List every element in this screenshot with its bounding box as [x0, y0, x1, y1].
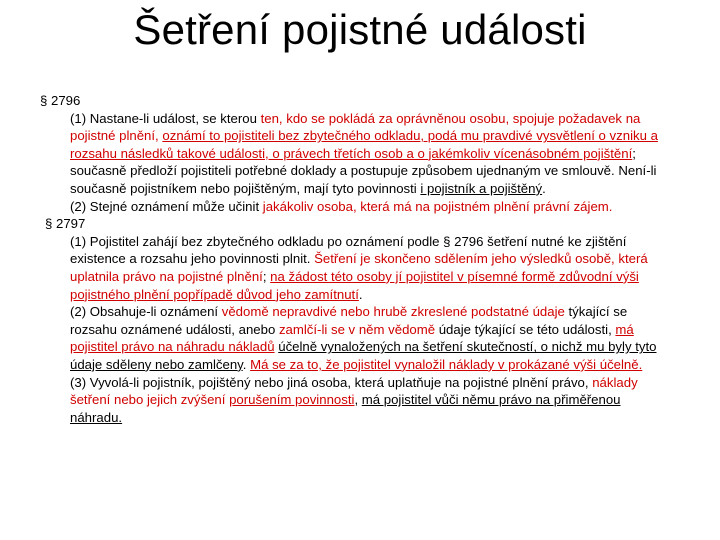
text-run: (2) Stejné oznámení může učinit — [70, 198, 263, 214]
highlighted-underlined-text: Má se za to, že pojistitel vynaložil náklady v prokázané výši účelně. — [250, 356, 643, 372]
section-heading-2796: § 2796 — [40, 93, 81, 108]
highlighted-text: Šetření je skončeno sdělením jeho výsledků osobě, která uplatnila právo na pojistné plnění — [70, 251, 648, 284]
text-run: . — [242, 356, 251, 372]
text-run: (1) Pojistitel zahájí bez zbytečného odkladu po oznámení podle § 2796 šetření nutné ke zjištění existence a rozsahu jeho povinnosti plnit. — [70, 233, 627, 267]
text-run: údaje týkající se této události, — [435, 321, 616, 337]
underlined-text: i pojistník a pojištěný — [420, 180, 543, 196]
text-run: (1) Nastane-li událost, se kterou — [70, 110, 261, 126]
text-run: ; — [262, 268, 271, 284]
section-heading-2797: § 2797 — [45, 216, 86, 232]
highlighted-underlined-text: na žádost této osoby jí pojistitel v písemné formě zdůvodní výši pojistného plnění popřípadě důvod jeho zamítnutí — [70, 268, 639, 302]
highlighted-text: vědomě nepravdivé nebo hrubě zkreslené podstatné údaje — [221, 304, 565, 320]
text-run: . — [358, 286, 363, 302]
text-run: . — [542, 180, 546, 196]
paragraph-2797-3 — [70, 374, 676, 427]
text-run: , — [354, 392, 362, 408]
highlighted-text: náklady šetření nebo jejich zvýšení — [70, 374, 638, 408]
highlighted-underlined-text: má pojistitel právo na náhradu nákladů — [70, 321, 634, 355]
highlighted-underlined-text: porušením povinnosti — [229, 392, 355, 408]
text-run: (3) Vyvolá-li pojistník, pojištěný nebo jiná osoba, která uplatňuje na pojistné plnění právo, — [70, 374, 593, 390]
paragraph-2797-1 — [70, 233, 676, 303]
text-run: týkající se rozsahu oznámené události, anebo — [70, 304, 628, 337]
paragraph-2796-1 — [70, 110, 676, 198]
paragraph-2797-2 — [70, 303, 676, 373]
slide-content — [40, 92, 676, 426]
paragraph-2796-2 — [70, 198, 676, 216]
slide-title: Šetření pojistné události — [133, 6, 587, 53]
highlighted-text: zamlčí-li se v něm vědomě — [278, 321, 436, 337]
highlighted-text: jakákoliv osoba, která má na pojistném plnění právní zájem. — [262, 198, 613, 214]
text-run: ; současně předloží pojistiteli potřebné doklady a postupuje způsobem ujednaným ve smlouvě. Není-li současně pojistníkem nebo pojištěným, mají tyto povinnosti — [70, 145, 657, 196]
highlighted-text: ten, kdo se pokládá za oprávněnou osobu, spojuje požadavek na pojistné plnění, — [70, 110, 641, 144]
highlighted-underlined-text: oznámí to pojistiteli bez zbytečného odkladu, podá mu pravdivé vysvětlení o vzniku a rozsahu následků takové události, o právech třetích osob a o jakémkoliv vícenásobném pojištění — [70, 128, 658, 161]
underlined-text: má pojistitel vůči němu právo na přiměřenou náhradu. — [70, 392, 621, 425]
underlined-text: účelně vynaložených na šetření skutečností, o nichž mu byly tyto údaje sděleny nebo zamlčeny — [70, 339, 657, 372]
text-run: (2) Obsahuje-li oznámení — [70, 304, 222, 320]
